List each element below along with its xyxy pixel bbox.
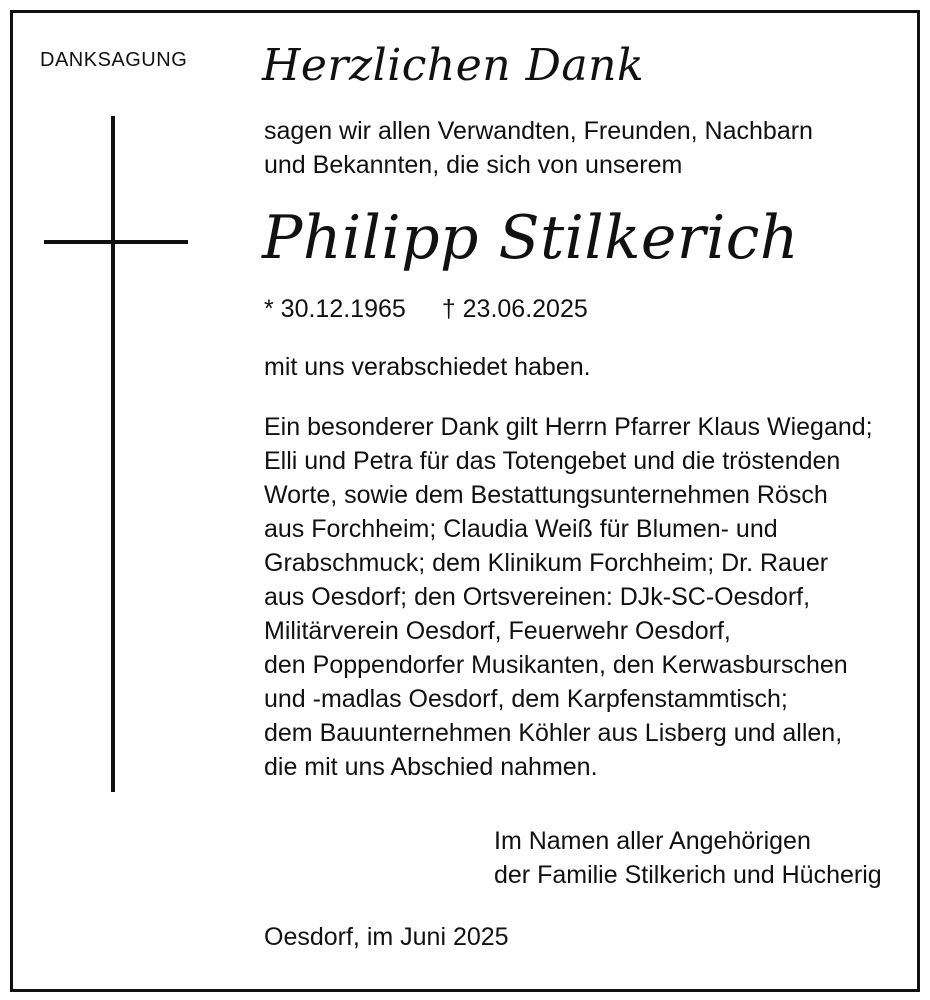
life-dates — [264, 292, 588, 326]
notice-type-label: DANKSAGUNG — [40, 49, 188, 71]
thanks-line: aus Oesdorf; den Ortsvereinen: DJk-SC-Oesdorf, — [264, 583, 811, 611]
farewell-text: mit uns verabschiedet haben. — [264, 353, 591, 381]
thanks-line: den Poppendorfer Musikanten, den Kerwasburschen — [264, 651, 848, 679]
notice-heading: Herzlichen Dank — [262, 40, 645, 91]
birth-date: * 30.12.1965 — [264, 295, 406, 323]
place-and-date: Oesdorf, im Juni 2025 — [264, 923, 509, 951]
thanks-line: dem Bauunternehmen Köhler aus Lisberg und allen, — [264, 719, 843, 747]
family-signature — [494, 824, 882, 892]
signature-line: Im Namen aller Angehörigen — [494, 827, 811, 855]
thanks-line: und -madlas Oesdorf, dem Karpfenstammtisch; — [264, 685, 788, 713]
cross-symbol-vertical — [111, 116, 115, 792]
thanks-line: Worte, sowie dem Bestattungsunternehmen Rösch — [264, 481, 828, 509]
signature-line: der Familie Stilkerich und Hücherig — [494, 861, 882, 889]
intro-line: sagen wir allen Verwandten, Freunden, Nachbarn — [264, 117, 813, 145]
thanks-line: Militärverein Oesdorf, Feuerwehr Oesdorf, — [264, 617, 731, 645]
thanks-line: Ein besonderer Dank gilt Herrn Pfarrer Klaus Wiegand; — [264, 413, 873, 441]
thanks-line: die mit uns Abschied nahmen. — [264, 753, 598, 781]
special-thanks-text — [264, 410, 873, 784]
thanks-line: aus Forchheim; Claudia Weiß für Blumen- und — [264, 515, 778, 543]
thanks-line: Grabschmuck; dem Klinikum Forchheim; Dr. Rauer — [264, 549, 829, 577]
deceased-name: Philipp Stilkerich — [262, 203, 800, 273]
cross-symbol-horizontal — [44, 240, 188, 244]
intro-line: und Bekannten, die sich von unserem — [264, 151, 683, 179]
death-date: † 23.06.2025 — [441, 295, 588, 323]
intro-text — [264, 114, 813, 182]
thanks-line: Elli und Petra für das Totengebet und die tröstenden — [264, 447, 841, 475]
